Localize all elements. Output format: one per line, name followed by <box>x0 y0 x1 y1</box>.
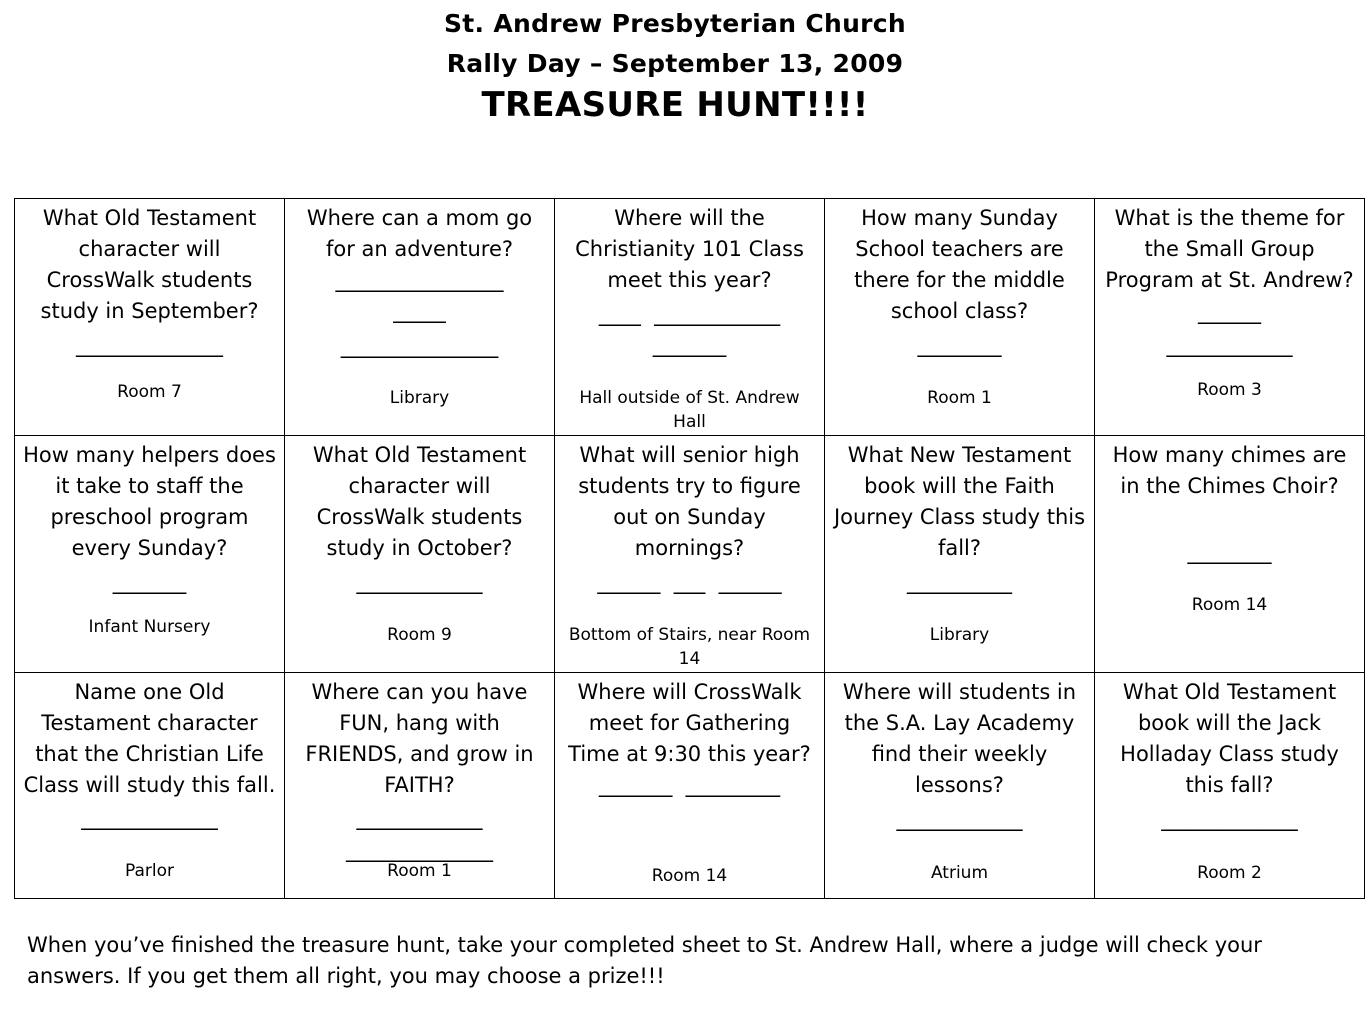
answer-blank[interactable]: ________ <box>1187 540 1272 564</box>
question-text: Where will the Christianity 101 Class meet this year? <box>575 206 804 292</box>
answer-blank[interactable]: ____________ <box>356 806 483 830</box>
question-text: What Old Testament book will the Jack Holladay Class study this fall? <box>1120 680 1339 797</box>
location-label: Library <box>389 388 450 408</box>
question-cell <box>1095 436 1365 673</box>
question-text: What is the theme for the Small Group Program at St. Andrew? <box>1105 206 1354 292</box>
question-cell <box>285 436 555 673</box>
question-text: Where can you have FUN, hang with FRIENDS, and grow in FAITH? <box>305 680 534 797</box>
question-cell <box>1095 199 1365 436</box>
question-text: What Old Testament character will CrossWalk students study in September? <box>40 206 259 323</box>
answer-blank[interactable]: _____________ <box>1161 807 1298 831</box>
answer-blank[interactable]: ____________ <box>896 807 1023 831</box>
question-cell <box>1095 673 1365 899</box>
instructions-footer: When you’ve finished the treasure hunt, take your completed sheet to St. Andrew Hall, where a judge will check your answers. If you get them all right, you may choose a prize!!! <box>27 933 1262 988</box>
location-label: Room 1 <box>387 861 452 881</box>
question-cell <box>15 436 285 673</box>
question-cell <box>15 199 285 436</box>
grid-row <box>15 673 1365 899</box>
answer-blank[interactable]: __________ <box>907 570 1012 594</box>
answer-blank[interactable]: _______ _________ <box>598 773 781 797</box>
location-label: Parlor <box>124 861 174 881</box>
answer-blank[interactable]: _______________ <box>340 334 499 358</box>
question-cell <box>555 673 825 899</box>
question-text: What will senior high students try to figure out on Sunday mornings? <box>578 443 801 560</box>
question-text: What Old Testament character will CrossWalk students study in October? <box>312 443 527 560</box>
answer-blank[interactable]: ________________ <box>335 268 504 292</box>
answer-blank[interactable]: ______________ <box>76 333 223 357</box>
question-cell <box>15 673 285 899</box>
location-label: Room 14 <box>651 866 728 886</box>
question-text: Name one Old Testament character that the Christian Life Class will study this fall. <box>23 680 276 797</box>
answer-blank[interactable]: ______ <box>1198 300 1261 324</box>
question-cell <box>285 673 555 899</box>
answer-blank[interactable]: _____________ <box>81 806 218 830</box>
location-label: Library <box>929 625 990 645</box>
grid-row <box>15 436 1365 673</box>
church-name: St. Andrew Presbyterian Church <box>443 9 907 38</box>
location-label: Infant Nursery <box>88 617 211 637</box>
location-label: Room 9 <box>387 625 452 645</box>
answer-blank[interactable]: ______ ___ ______ <box>597 570 782 594</box>
question-cell <box>825 199 1095 436</box>
treasure-hunt-grid <box>14 198 1365 899</box>
question-text: Where can a mom go for an adventure? <box>306 206 533 261</box>
question-text: How many helpers does it take to staff the preschool program every Sunday? <box>23 443 276 560</box>
answer-blank[interactable]: ________ <box>917 333 1002 357</box>
question-text: Where will CrossWalk meet for Gathering Time at 9:30 this year? <box>568 680 811 766</box>
question-text: How many Sunday School teachers are there for the middle school class? <box>854 206 1065 323</box>
answer-blank[interactable]: ____________ <box>356 570 483 594</box>
location-label: Room 1 <box>927 388 992 408</box>
question-text: How many chimes are in the Chimes Choir? <box>1112 443 1347 498</box>
answer-blank[interactable]: ____________ <box>1166 333 1293 357</box>
question-cell <box>555 436 825 673</box>
location-label: Bottom of Stairs, near Room 14 <box>568 625 811 669</box>
answer-blank[interactable]: _____ <box>393 299 446 323</box>
location-label: Room 3 <box>1197 380 1262 400</box>
answer-blank[interactable]: ______________ <box>346 838 493 862</box>
question-cell <box>285 199 555 436</box>
grid-row <box>15 199 1365 436</box>
answer-blank[interactable]: _______ <box>112 570 187 594</box>
location-label: Room 2 <box>1197 863 1262 883</box>
location-label: Atrium <box>930 863 989 883</box>
question-cell <box>555 199 825 436</box>
page-title: TREASURE HUNT!!!! <box>481 85 869 125</box>
page-header <box>0 4 1350 128</box>
question-cell <box>825 436 1095 673</box>
event-date: Rally Day – September 13, 2009 <box>446 49 904 78</box>
answer-blank[interactable]: _______ <box>652 333 727 357</box>
question-text: What New Testament book will the Faith Journey Class study this fall? <box>833 443 1086 560</box>
location-label: Hall outside of St. Andrew Hall <box>579 388 800 432</box>
question-text: Where will students in the S.A. Lay Academy find their weekly lessons? <box>842 680 1077 797</box>
answer-blank[interactable]: ____ ____________ <box>598 302 781 326</box>
question-cell <box>825 673 1095 899</box>
location-label: Room 7 <box>117 382 182 402</box>
location-label: Room 14 <box>1191 595 1268 615</box>
